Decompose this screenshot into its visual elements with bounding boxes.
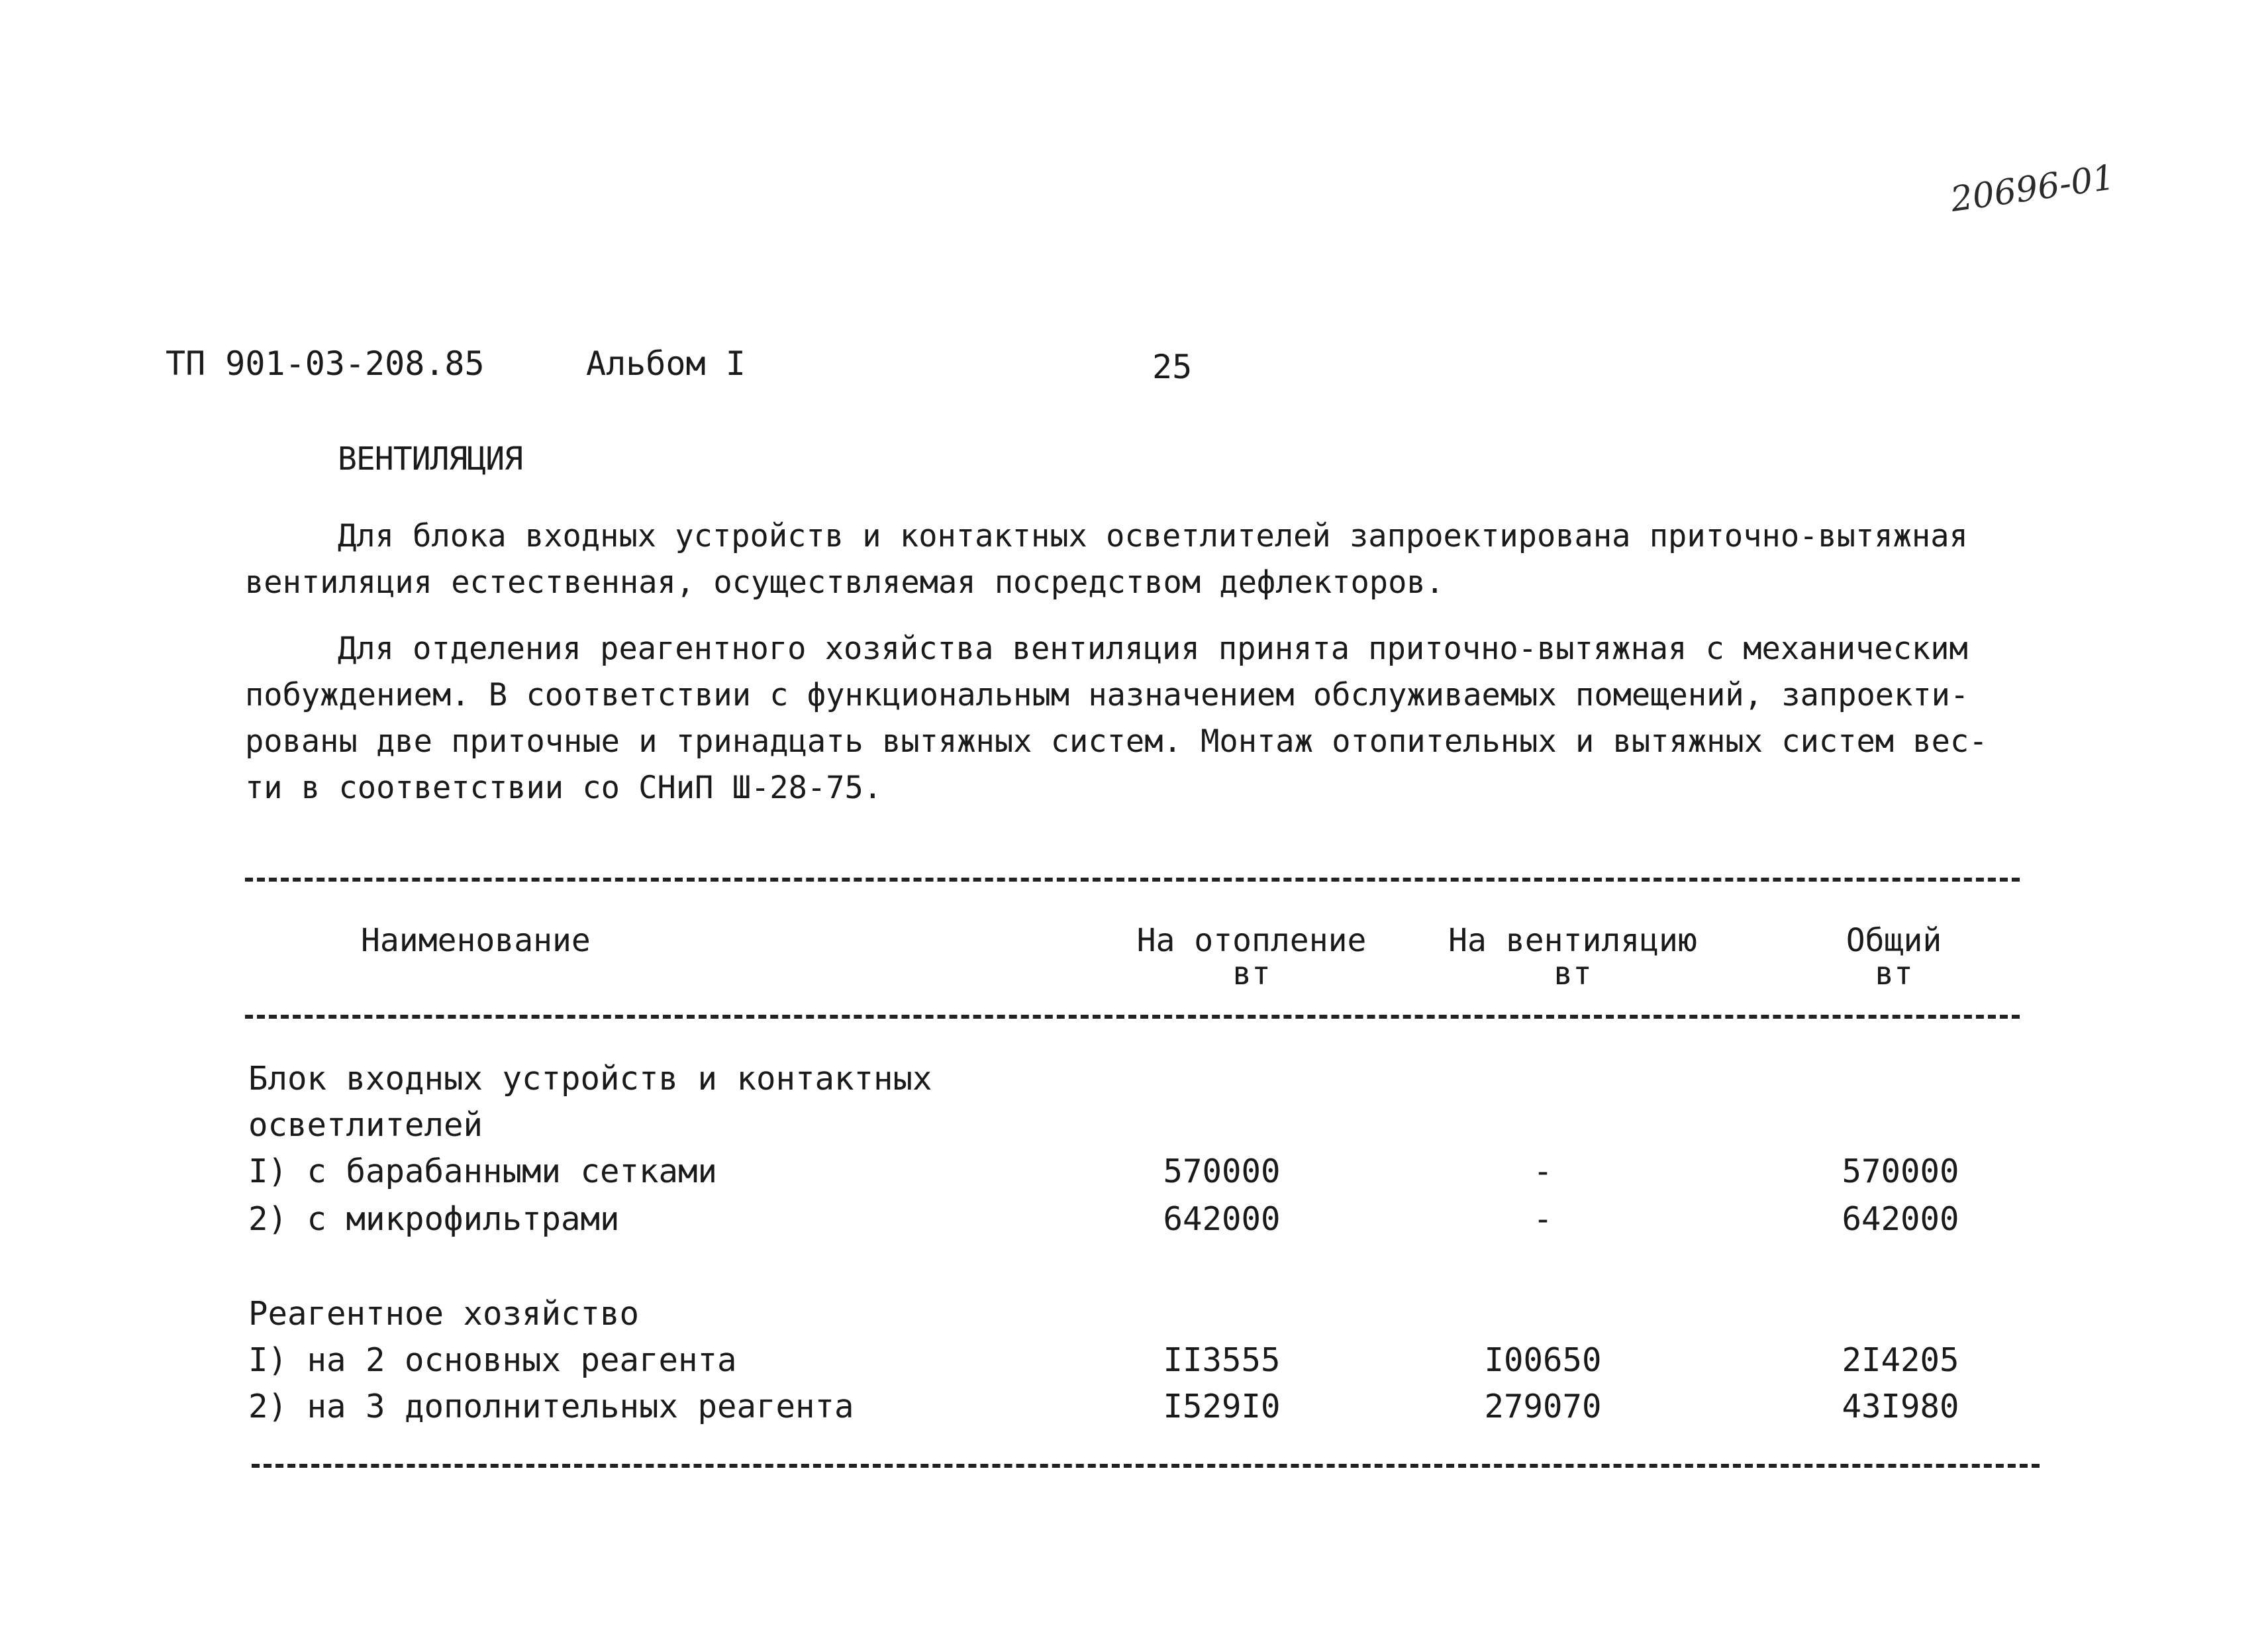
group-title-line: осветлителей: [248, 1106, 483, 1144]
row-total: 570000: [1842, 1153, 1959, 1190]
row-total: 43I980: [1842, 1388, 1959, 1425]
paragraph-line: рованы две приточные и тринадцать вытяжных систем. Монтаж отопительных и вытяжных систем вес-: [245, 723, 1988, 760]
header-total-unit: вт: [1875, 955, 1913, 992]
paragraph-line: Для блока входных устройств и контактных осветлителей запроектирована приточно-вытяжная: [338, 518, 1968, 554]
row-ventilation: I00650: [1484, 1341, 1602, 1379]
table-header-rule: [245, 1015, 2020, 1019]
header-total: [1808, 924, 1980, 990]
table-top-rule: [245, 878, 2020, 882]
header-heating-unit: вт: [1232, 955, 1271, 992]
row-name: 2) на 3 дополнительных реагента: [248, 1388, 854, 1425]
row-name: 2) с микрофильтрами: [248, 1200, 620, 1238]
paragraph-line: побуждением. В соответствии с функциональным назначением обслуживаемых помещений, запроекти-: [245, 677, 1969, 713]
paragraph-line: вентиляция естественная, осуществляемая посредством дефлекторов.: [245, 564, 1444, 601]
header-ventilation: [1434, 924, 1712, 990]
doc-code: ТП 901-03-208.85: [166, 344, 485, 383]
row-name: I) на 2 основных реагента: [248, 1341, 737, 1379]
paragraph-2: [245, 626, 1988, 811]
header-heating: [1126, 924, 1377, 990]
header-ventilation-unit: вт: [1553, 955, 1592, 992]
row-heating: I529I0: [1163, 1388, 1281, 1425]
group-title-line: Блок входных устройств и контактных: [248, 1060, 932, 1098]
header-heating-label: На отопление: [1136, 922, 1367, 959]
header-ventilation-label: На вентиляцию: [1448, 922, 1697, 959]
paragraph-line: Для отделения реагентного хозяйства вентиляция принята приточно-вытяжная с механическим: [338, 631, 1968, 667]
row-total: 2I4205: [1842, 1341, 1959, 1379]
header-total-label: Общий: [1846, 922, 1942, 959]
row-ventilation: -: [1533, 1153, 1553, 1190]
paragraph-1: [245, 513, 1968, 606]
row-heating: II3555: [1163, 1341, 1281, 1379]
header-name: Наименование: [361, 922, 591, 959]
row-total: 642000: [1842, 1200, 1959, 1238]
handwritten-doc-number: 20696-01: [1948, 157, 2118, 221]
group-title-line: Реагентное хозяйство: [248, 1295, 640, 1333]
row-ventilation: 279070: [1484, 1388, 1602, 1425]
row-name: I) с барабанными сетками: [248, 1153, 718, 1190]
row-ventilation: -: [1533, 1200, 1553, 1238]
row-heating: 570000: [1163, 1153, 1281, 1190]
row-heating: 642000: [1163, 1200, 1281, 1238]
page-number: 25: [1152, 348, 1193, 386]
paragraph-line: ти в соответствии со СНиП Ш-28-75.: [245, 770, 883, 806]
section-title: ВЕНТИЛЯЦИЯ: [338, 440, 522, 478]
table-bottom-rule: [252, 1464, 2040, 1468]
album-label: Альбом I: [586, 344, 746, 383]
